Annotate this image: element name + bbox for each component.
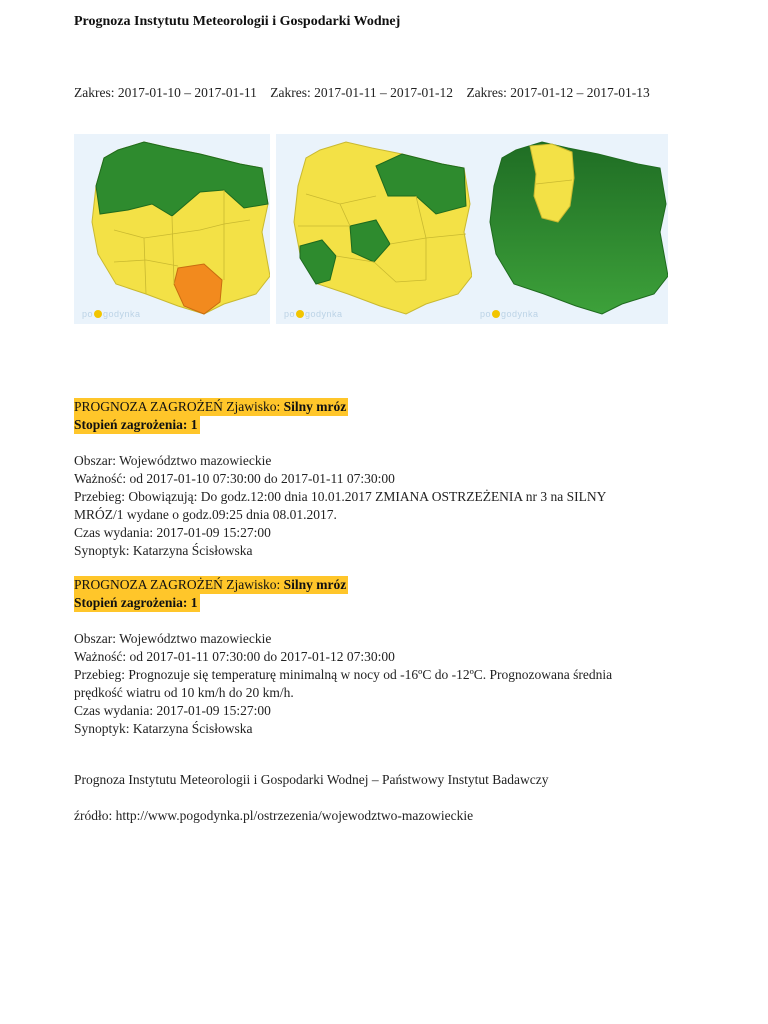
- threat-level: Stopień zagrożenia: 1: [74, 595, 198, 610]
- area-text: Obszar: Województwo mazowieckie: [74, 631, 272, 646]
- warning-block-1: [74, 398, 606, 560]
- course-text-line-1: Przebieg: Prognozuje się temperaturę minimalną w nocy od -16ºC do -12ºC. Prognozowana średnia: [74, 667, 613, 682]
- source-organization: Prognoza Instytutu Meteorologii i Gospodarki Wodnej – Państwowy Instytut Badawczy: [74, 772, 549, 787]
- range-label-2: Zakres: 2017-01-11 – 2017-01-12: [270, 85, 454, 100]
- threat-level: Stopień zagrożenia: 1: [74, 417, 198, 432]
- pogodynka-logo: po godynka: [480, 309, 539, 319]
- poland-map-1: [74, 134, 270, 324]
- range-label-3: Zakres: 2017-01-12 – 2017-01-13: [466, 85, 650, 100]
- poland-map-3: [472, 134, 668, 324]
- phenomenon: Silny mróz: [283, 577, 347, 592]
- range-label-1: Zakres: 2017-01-10 – 2017-01-11: [74, 85, 257, 100]
- area-text: Obszar: Województwo mazowieckie: [74, 453, 272, 468]
- warning-map-2: [276, 134, 472, 324]
- pogodynka-logo: po godynka: [82, 309, 141, 319]
- warning-map-3: [472, 134, 668, 324]
- source-link[interactable]: źródło: http://www.pogodynka.pl/ostrzezenia/wojewodztwo-mazowieckie: [74, 808, 474, 823]
- course-text-line-2: MRÓZ/1 wydane o godz.09:25 dnia 08.01.2017.: [74, 507, 337, 522]
- course-text-line-1: Przebieg: Obowiązują: Do godz.12:00 dnia 10.01.2017 ZMIANA OSTRZEŻENIA nr 3 na SILNY: [74, 489, 607, 504]
- page-title: Prognoza Instytutu Meteorologii i Gospodarki Wodnej: [74, 14, 401, 29]
- warning-map-1: [74, 134, 270, 324]
- warning-heading: PROGNOZA ZAGROŻEŃ Zjawisko: Silny mróz: [74, 399, 347, 414]
- validity-text: Ważność: od 2017-01-11 07:30:00 do 2017-01-12 07:30:00: [74, 649, 395, 664]
- forecaster-text: Synoptyk: Katarzyna Ścisłowska: [74, 721, 253, 736]
- course-text-line-2: prędkość wiatru od 10 km/h do 20 km/h.: [74, 685, 294, 700]
- issued-text: Czas wydania: 2017-01-09 15:27:00: [74, 703, 271, 718]
- validity-text: Ważność: od 2017-01-10 07:30:00 do 2017-01-11 07:30:00: [74, 471, 395, 486]
- forecaster-text: Synoptyk: Katarzyna Ścisłowska: [74, 543, 253, 558]
- pogodynka-logo: po godynka: [284, 309, 343, 319]
- issued-text: Czas wydania: 2017-01-09 15:27:00: [74, 525, 271, 540]
- forecast-ranges: [74, 85, 660, 101]
- phenomenon: Silny mróz: [283, 399, 347, 414]
- poland-map-2: [276, 134, 472, 324]
- warning-heading: PROGNOZA ZAGROŻEŃ Zjawisko: Silny mróz: [74, 577, 347, 592]
- warning-block-2: [74, 576, 612, 738]
